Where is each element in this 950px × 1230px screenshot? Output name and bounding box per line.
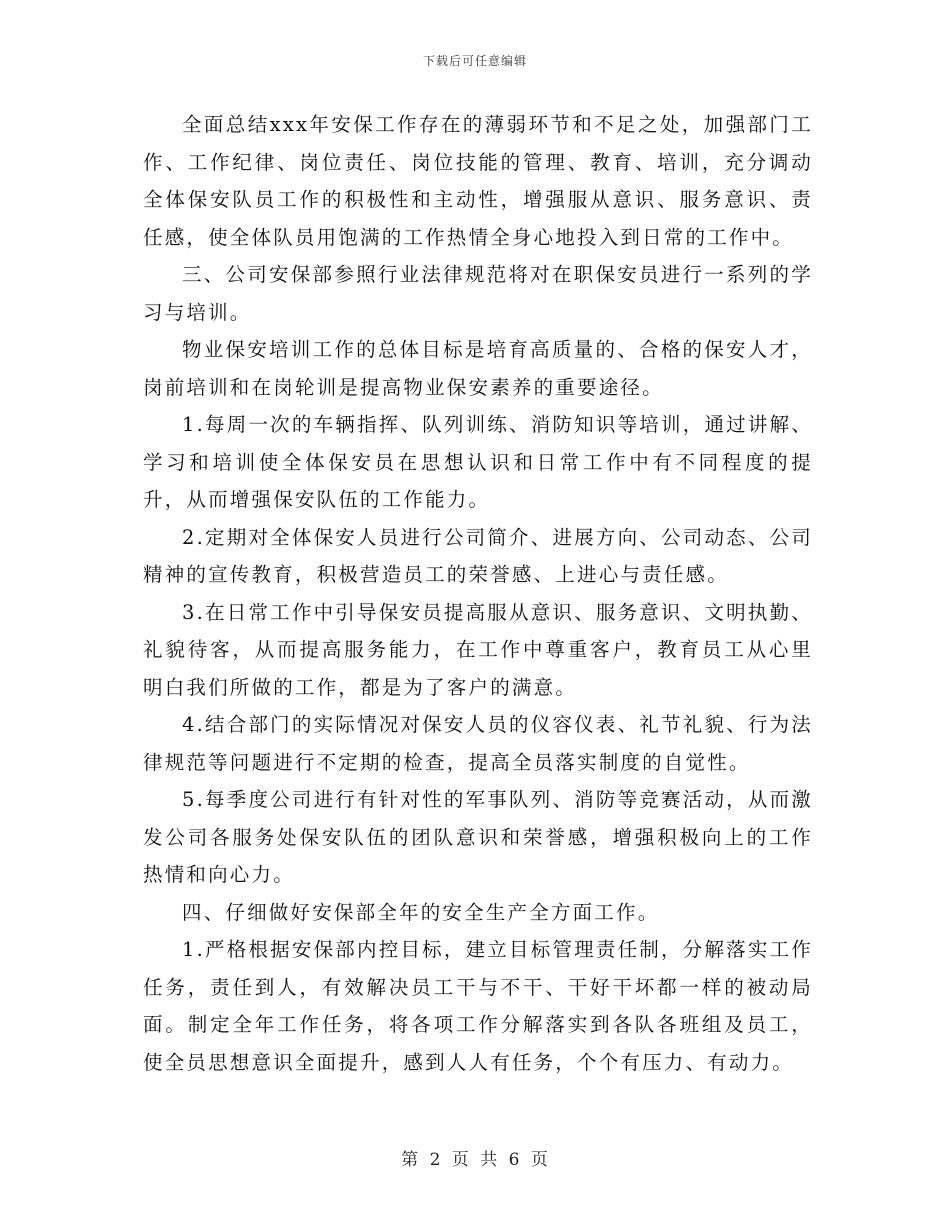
paragraph-5: 2.定期对全体保安人员进行公司简介、进展方向、公司动态、公司精神的宣传教育，积极营造员工的荣誉感、上进心与责任感。 — [143, 525, 813, 586]
paragraph-4: 1.每周一次的车辆指挥、队列训练、消防知识等培训，通过讲解、学习和培训使全体保安员在思想认识和日常工作中有不同程度的提升，从而增强保安队伍的工作能力。 — [143, 413, 813, 511]
paragraph-10: 1.严格根据安保部内控目标，建立目标管理责任制，分解落实工作任务，责任到人，有效解决员工干与不干、干好干坏都一样的被动局面。制定全年工作任务，将各项工作分解落实到各队各班组及员工，使全员思想意识全面提升，感到人人有任务，个个有压力、有动力。 — [143, 938, 813, 1074]
paragraph-9: 四、仔细做好安保部全年的安全生产全方面工作。 — [182, 900, 660, 924]
page-header-note: 下载后可任意编辑 — [422, 54, 527, 68]
paragraph-3: 物业保安培训工作的总体目标是培育高质量的、合格的保安人才，岗前培训和在岗轮训是提高物业保安素养的重要途径。 — [143, 338, 813, 399]
page-number: 第 2 页 共 6 页 — [401, 1150, 549, 1170]
paragraph-6: 3.在日常工作中引导保安员提高服从意识、服务意识、文明执勤、礼貌待客，从而提高服务能力，在工作中尊重客户，教育员工从心里明白我们所做的工作，都是为了客户的满意。 — [143, 600, 813, 699]
paragraph-8: 5.每季度公司进行有针对性的军事队列、消防等竞赛活动，从而激发公司各服务处保安队伍的团队意识和荣誉感，增强积极向上的工作热情和向心力。 — [143, 788, 813, 886]
paragraph-7: 4.结合部门的实际情况对保安人员的仪容仪表、礼节礼貌、行为法律规范等问题进行不定期的检查，提高全员落实制度的自觉性。 — [143, 713, 813, 774]
document-body — [143, 106, 813, 1081]
paragraph-1: 全面总结xxx年安保工作存在的薄弱环节和不足之处，加强部门工作、工作纪律、岗位责任、岗位技能的管理、教育、培训，充分调动全体保安队员工作的积极性和主动性，增强服从意识、服务意识、责任感，使全体队员用饱满的工作热情全身心地投入到日常的工作中。 — [143, 113, 813, 249]
paragraph-2: 三、公司安保部参照行业法律规范将对在职保安员进行一系列的学习与培训。 — [143, 263, 813, 324]
